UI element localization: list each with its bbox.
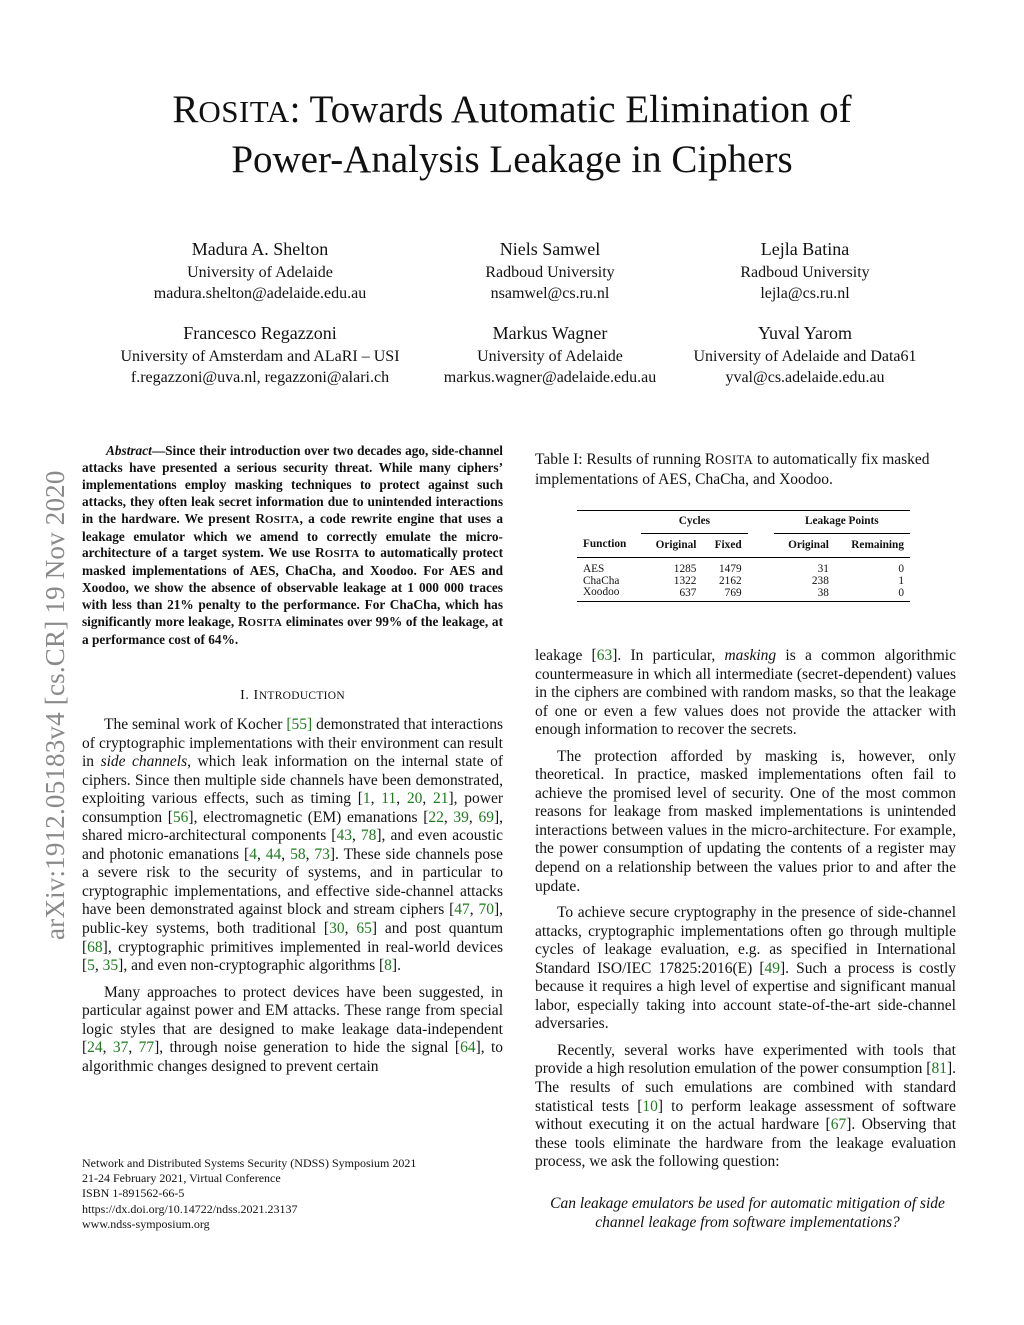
abstract-text-1: Since their introduction over two decades ago, side-channel attacks have presented a serious security threat. While many ciphers’ implementations employ masking techniques to protect against such attacks, they often leak secret information due to unintended interactions in the hardware. We present (82, 443, 503, 526)
column-header-cycles-fixed: Fixed (714, 538, 742, 551)
body-text: ]. Such a process is costly because it requires a high level of expertise and significant manual labor, especially taking into account state-of-the-art side-channel adversaries. (535, 959, 956, 1033)
table-row (577, 587, 910, 601)
body-text: The seminal work of Kocher (104, 716, 287, 733)
author-email: nsamwel@cs.ru.nl (490, 285, 610, 302)
citation-link[interactable]: 69 (478, 808, 494, 826)
citation-link[interactable]: [55] (286, 716, 313, 733)
body-text: , (370, 790, 382, 808)
title-rosita-smallcaps: OSITA (198, 94, 290, 129)
leakage-group-header: Leakage Points (774, 511, 910, 534)
body-text: ], through noise generation to hide the signal [ (154, 1039, 461, 1057)
author-email: lejla@cs.ru.nl (760, 285, 850, 302)
caption-text: to automatically fix masked implementations of AES, ChaCha, and Xoodoo. (535, 451, 930, 488)
column-header-function: Function (583, 538, 627, 551)
table-cell: 1285 (673, 563, 697, 575)
body-text: , (305, 845, 315, 863)
body-text: , (469, 901, 479, 919)
citation-link[interactable]: 1 (362, 790, 371, 808)
table-cell: 0 (898, 563, 904, 575)
body-text: , (281, 845, 291, 863)
research-question: Can leakage emulators be used for automatic mitigation of side channel leakage from software implementations? (550, 1195, 945, 1231)
title-line-2: Power-Analysis Leakage in Ciphers (231, 138, 793, 181)
table-cell-function: ChaCha (583, 574, 620, 587)
body-text: demonstrated that interactions of cryptographic implementations with their environment can result in (82, 716, 503, 771)
abstract-text-4: eliminates over 99% of the leakage, at a performance cost of 64%. (82, 614, 503, 647)
abstract-text-2: , a code rewrite engine that uses a leakage emulator which we amend to correctly emulate the micro-architecture of a target system. We use (82, 510, 504, 561)
footnote-line: ISBN 1-891562-66-5 (82, 1186, 185, 1201)
citation-link[interactable]: 63 (596, 647, 613, 664)
body-text: , (468, 808, 479, 826)
table-gap-cell (748, 558, 774, 576)
table-cell: 38 (817, 587, 829, 599)
citation-link[interactable]: 24 (87, 1039, 103, 1057)
body-text: , (396, 790, 407, 808)
table-cell: 637 (679, 587, 697, 599)
table-row (577, 558, 910, 576)
title-line-1-rest: : Towards Automatic Elimination of (289, 88, 852, 131)
table-gap-cell (748, 587, 774, 601)
cycles-group-header: Cycles (641, 511, 747, 534)
citation-link[interactable]: 47 (454, 901, 470, 919)
right-column-body (535, 647, 956, 1180)
table-gap-cell (748, 576, 774, 588)
table-cell: 238 (811, 574, 829, 587)
body-text: leakage [ (535, 647, 597, 664)
body-text: ], cryptographic primitives implemented in real-world devices [ (82, 938, 503, 975)
abstract-label: Abstract (106, 443, 152, 458)
table-row (577, 576, 910, 588)
author-affiliation: University of Adelaide (187, 264, 333, 281)
body-text: ], electromagnetic (EM) emanations [ (188, 808, 429, 826)
footnote-doi-link[interactable]: https://dx.doi.org/10.14722/ndss.2021.23137 (82, 1201, 298, 1216)
title-rosita-initial: R (172, 88, 199, 131)
body-text: ], to algorithmic changes designed to prevent certain (82, 1039, 504, 1075)
citation-link[interactable]: 49 (764, 959, 780, 977)
body-text: , which leak information on the internal state of ciphers. Since then multiple side channels have been demonstrated, exploiting various effects, such as timing [ (82, 753, 503, 808)
body-text: , (128, 1039, 139, 1057)
body-text: ], public-key systems, both traditional [ (82, 901, 504, 938)
body-text: , (102, 1039, 113, 1057)
paragraph (535, 748, 956, 896)
citation-link[interactable]: 77 (138, 1039, 155, 1057)
table-cell: 1322 (673, 574, 697, 587)
table-empty-cell (577, 511, 641, 534)
table-cell: 1479 (719, 563, 742, 575)
table-caption (535, 450, 960, 489)
author-name: Yuval Yarom (757, 323, 852, 343)
paragraph (82, 716, 503, 976)
title-line-1 (70, 86, 954, 136)
footnote-line: Network and Distributed Systems Security (NDSS) Symposium 2021 (82, 1156, 417, 1170)
citation-link[interactable]: 4 (249, 845, 257, 863)
table-header-row (577, 533, 910, 558)
author-email: madura.shelton@adelaide.edu.au (153, 285, 367, 302)
table-cell-function: Xoodoo (583, 586, 620, 598)
abstract-text-3: to automatically protect masked implementations of AES, ChaCha, and Xoodoo. For AES and Xoodoo, we show the absence of observable leakage at 1 000 000 traces with less than 21% penalty to the performance. For ChaCha, which has significantly more leakage, (82, 545, 504, 630)
citation-link[interactable]: 10 (642, 1097, 658, 1115)
body-text: ], shared micro-architectural components [ (82, 808, 504, 845)
body-text: , (256, 845, 266, 863)
table-cell: 769 (724, 587, 742, 599)
body-text: The protection afforded by masking is, however, only theoretical. In practice, masked implementations often fail to achieve the promised level of security. One of the most common reasons for leakage from masked implementations is unintended interactions between values in the micro-architecture. For example, the power consumption of updating the contents of a register may depend on a relationship between the values prior to and after the update. (535, 747, 956, 895)
author-email: f.regazzoni@uva.nl, regazzoni@alari.ch (130, 369, 390, 386)
citation-link[interactable]: 58 (290, 845, 306, 863)
body-text: ], and even non-cryptographic algorithms [ (118, 957, 385, 975)
body-text: ]. (391, 957, 401, 975)
citation-link[interactable]: 81 (931, 1060, 947, 1078)
abstract-rosita-smallcaps-3: OSITA (247, 617, 283, 630)
body-text: , (344, 920, 357, 938)
paper-title (70, 86, 954, 184)
paragraph (535, 1042, 956, 1172)
caption-rosita-initial: R (704, 451, 716, 468)
citation-link[interactable]: 68 (87, 938, 103, 956)
abstract-rosita-initial-1: R (255, 510, 265, 526)
abstract-rosita-smallcaps-1: OSITA (264, 513, 300, 526)
emphasis-text: side channels (100, 753, 188, 771)
caption-rosita-smallcaps: OSITA (715, 453, 754, 467)
author-name: Niels Samwel (499, 239, 601, 259)
arxiv-stamp: arXiv:1912.05183v4 [cs.CR] 19 Nov 2020 (40, 470, 70, 940)
paragraph (535, 904, 956, 1034)
column-header-cycles-original: Original (655, 538, 697, 551)
citation-link[interactable]: 22 (428, 808, 444, 826)
body-text: , (422, 790, 433, 808)
author-email: markus.wagner@adelaide.edu.au (443, 369, 657, 386)
body-text: , (351, 827, 361, 845)
table-gap-cell (748, 511, 774, 534)
author-affiliation: University of Amsterdam and ALaRI – USI (120, 348, 400, 365)
body-text: ]. Observing that these tools eliminate the hardware from the leakage evaluation process, we ask the following question: (535, 1116, 956, 1171)
citation-link[interactable]: 73 (314, 845, 330, 863)
citation-link[interactable]: 70 (478, 901, 494, 919)
column-header-leakage-remaining: Remaining (851, 538, 904, 551)
body-text: To achieve secure cryptography in the presence of side-channel attacks, cryptographic implementations often go through multiple cycles of leakage evaluation, e.g. as specified in International Standard ISO/IEC 17825:2016(E) [ (535, 904, 956, 977)
body-text: ], power consumption [ (82, 790, 504, 826)
body-text: ], and even acoustic and photonic emanations [ (82, 827, 504, 863)
citation-link[interactable]: 20 (406, 790, 423, 808)
citation-link[interactable]: 5 (87, 957, 95, 975)
body-text: ] to perform leakage assessment of software without executing it on the actual hardware [ (535, 1097, 956, 1134)
table-cell: 2162 (719, 574, 742, 587)
author-affiliation: Radboud University (485, 264, 615, 281)
abstract (82, 443, 503, 649)
body-text: is a common algorithmic countermeasure in which all intermediate (secret-dependent) values in the ciphers are combined with random masks, so that the leakage of one or even a few values does not provide the attacker with enough information to recover the secrets. (535, 647, 956, 739)
citation-link[interactable]: 56 (172, 808, 189, 826)
author-email: yval@cs.adelaide.edu.au (725, 369, 885, 386)
footnote-line: 21-24 February 2021, Virtual Conference (82, 1171, 281, 1186)
citation-link[interactable]: 37 (112, 1039, 129, 1057)
results-table (577, 510, 910, 602)
citation-link[interactable]: 67 (830, 1116, 847, 1134)
citation-link[interactable]: 35 (102, 957, 119, 975)
author-card (655, 320, 955, 388)
emphasis-text: masking (724, 647, 777, 664)
table-group-header-row (577, 511, 910, 534)
citation-link[interactable]: 39 (453, 808, 469, 826)
abstract-dash: — (151, 443, 166, 458)
left-column-body (82, 716, 503, 1084)
body-text: ]. In particular, (612, 647, 725, 664)
author-card (70, 236, 450, 304)
abstract-rosita-smallcaps-2: OSITA (324, 548, 360, 561)
author-name: Francesco Regazzoni (183, 323, 337, 343)
citation-link[interactable]: 11 (381, 790, 397, 808)
column-header-leakage-original: Original (788, 538, 829, 551)
author-affiliation: University of Adelaide (477, 348, 623, 365)
venue-footnote (82, 1156, 503, 1232)
citation-link[interactable]: 64 (460, 1039, 476, 1057)
paragraph (82, 984, 503, 1077)
author-card (70, 320, 450, 388)
body-text: Many approaches to protect devices have been suggested, in particular against power and EM attacks. These range from special logic styles that are designed to make leakage data-independent [ (82, 983, 503, 1057)
table-cell: 1 (898, 574, 904, 587)
section-heading-introduction (82, 688, 503, 704)
section-number: I. (240, 688, 250, 703)
body-text: ] and post quantum [ (82, 920, 504, 956)
caption-text: Table I: Results of running (535, 451, 705, 468)
body-text: ]. These side channels pose a severe risk to the security of systems, and in particular to cryptographic implementations, and effective side-channel attacks have been demonstrated against block and stream ciphers [ (82, 845, 503, 919)
author-affiliation: University of Adelaide and Data61 (693, 348, 917, 365)
body-text: , (443, 808, 454, 826)
citation-link[interactable]: 8 (384, 957, 392, 975)
table-cell: 31 (817, 563, 829, 575)
paragraph (535, 647, 956, 740)
citation-link[interactable]: 30 (329, 920, 345, 938)
body-text: Recently, several works have experimented with tools that provide a high resolution emulation of the power consumption [ (535, 1041, 956, 1078)
body-text: ]. The results of such emulations are combined with standard statistical tests [ (535, 1060, 957, 1115)
section-title-initial: I (253, 688, 259, 703)
citation-link[interactable]: 44 (265, 845, 282, 863)
author-name: Markus Wagner (492, 323, 608, 343)
author-card (655, 236, 955, 304)
abstract-rosita-initial-3: R (237, 614, 248, 630)
citation-link[interactable]: 65 (356, 920, 372, 938)
citation-link[interactable]: 78 (360, 827, 377, 845)
table-cell-function: AES (583, 563, 605, 575)
citation-link[interactable]: 21 (433, 790, 449, 808)
abstract-rosita-initial-2: R (315, 545, 325, 561)
author-name: Lejla Batina (760, 239, 850, 259)
table-cell: 0 (898, 587, 904, 599)
author-affiliation: Radboud University (740, 264, 870, 281)
footnote-website-link[interactable]: www.ndss-symposium.org (82, 1216, 210, 1231)
author-name: Madura A. Shelton (191, 239, 329, 259)
body-text: , (94, 957, 103, 975)
table-gap-cell (748, 533, 774, 558)
section-title-smallcaps: NTRODUCTION (258, 690, 345, 702)
citation-link[interactable]: 43 (336, 827, 352, 845)
